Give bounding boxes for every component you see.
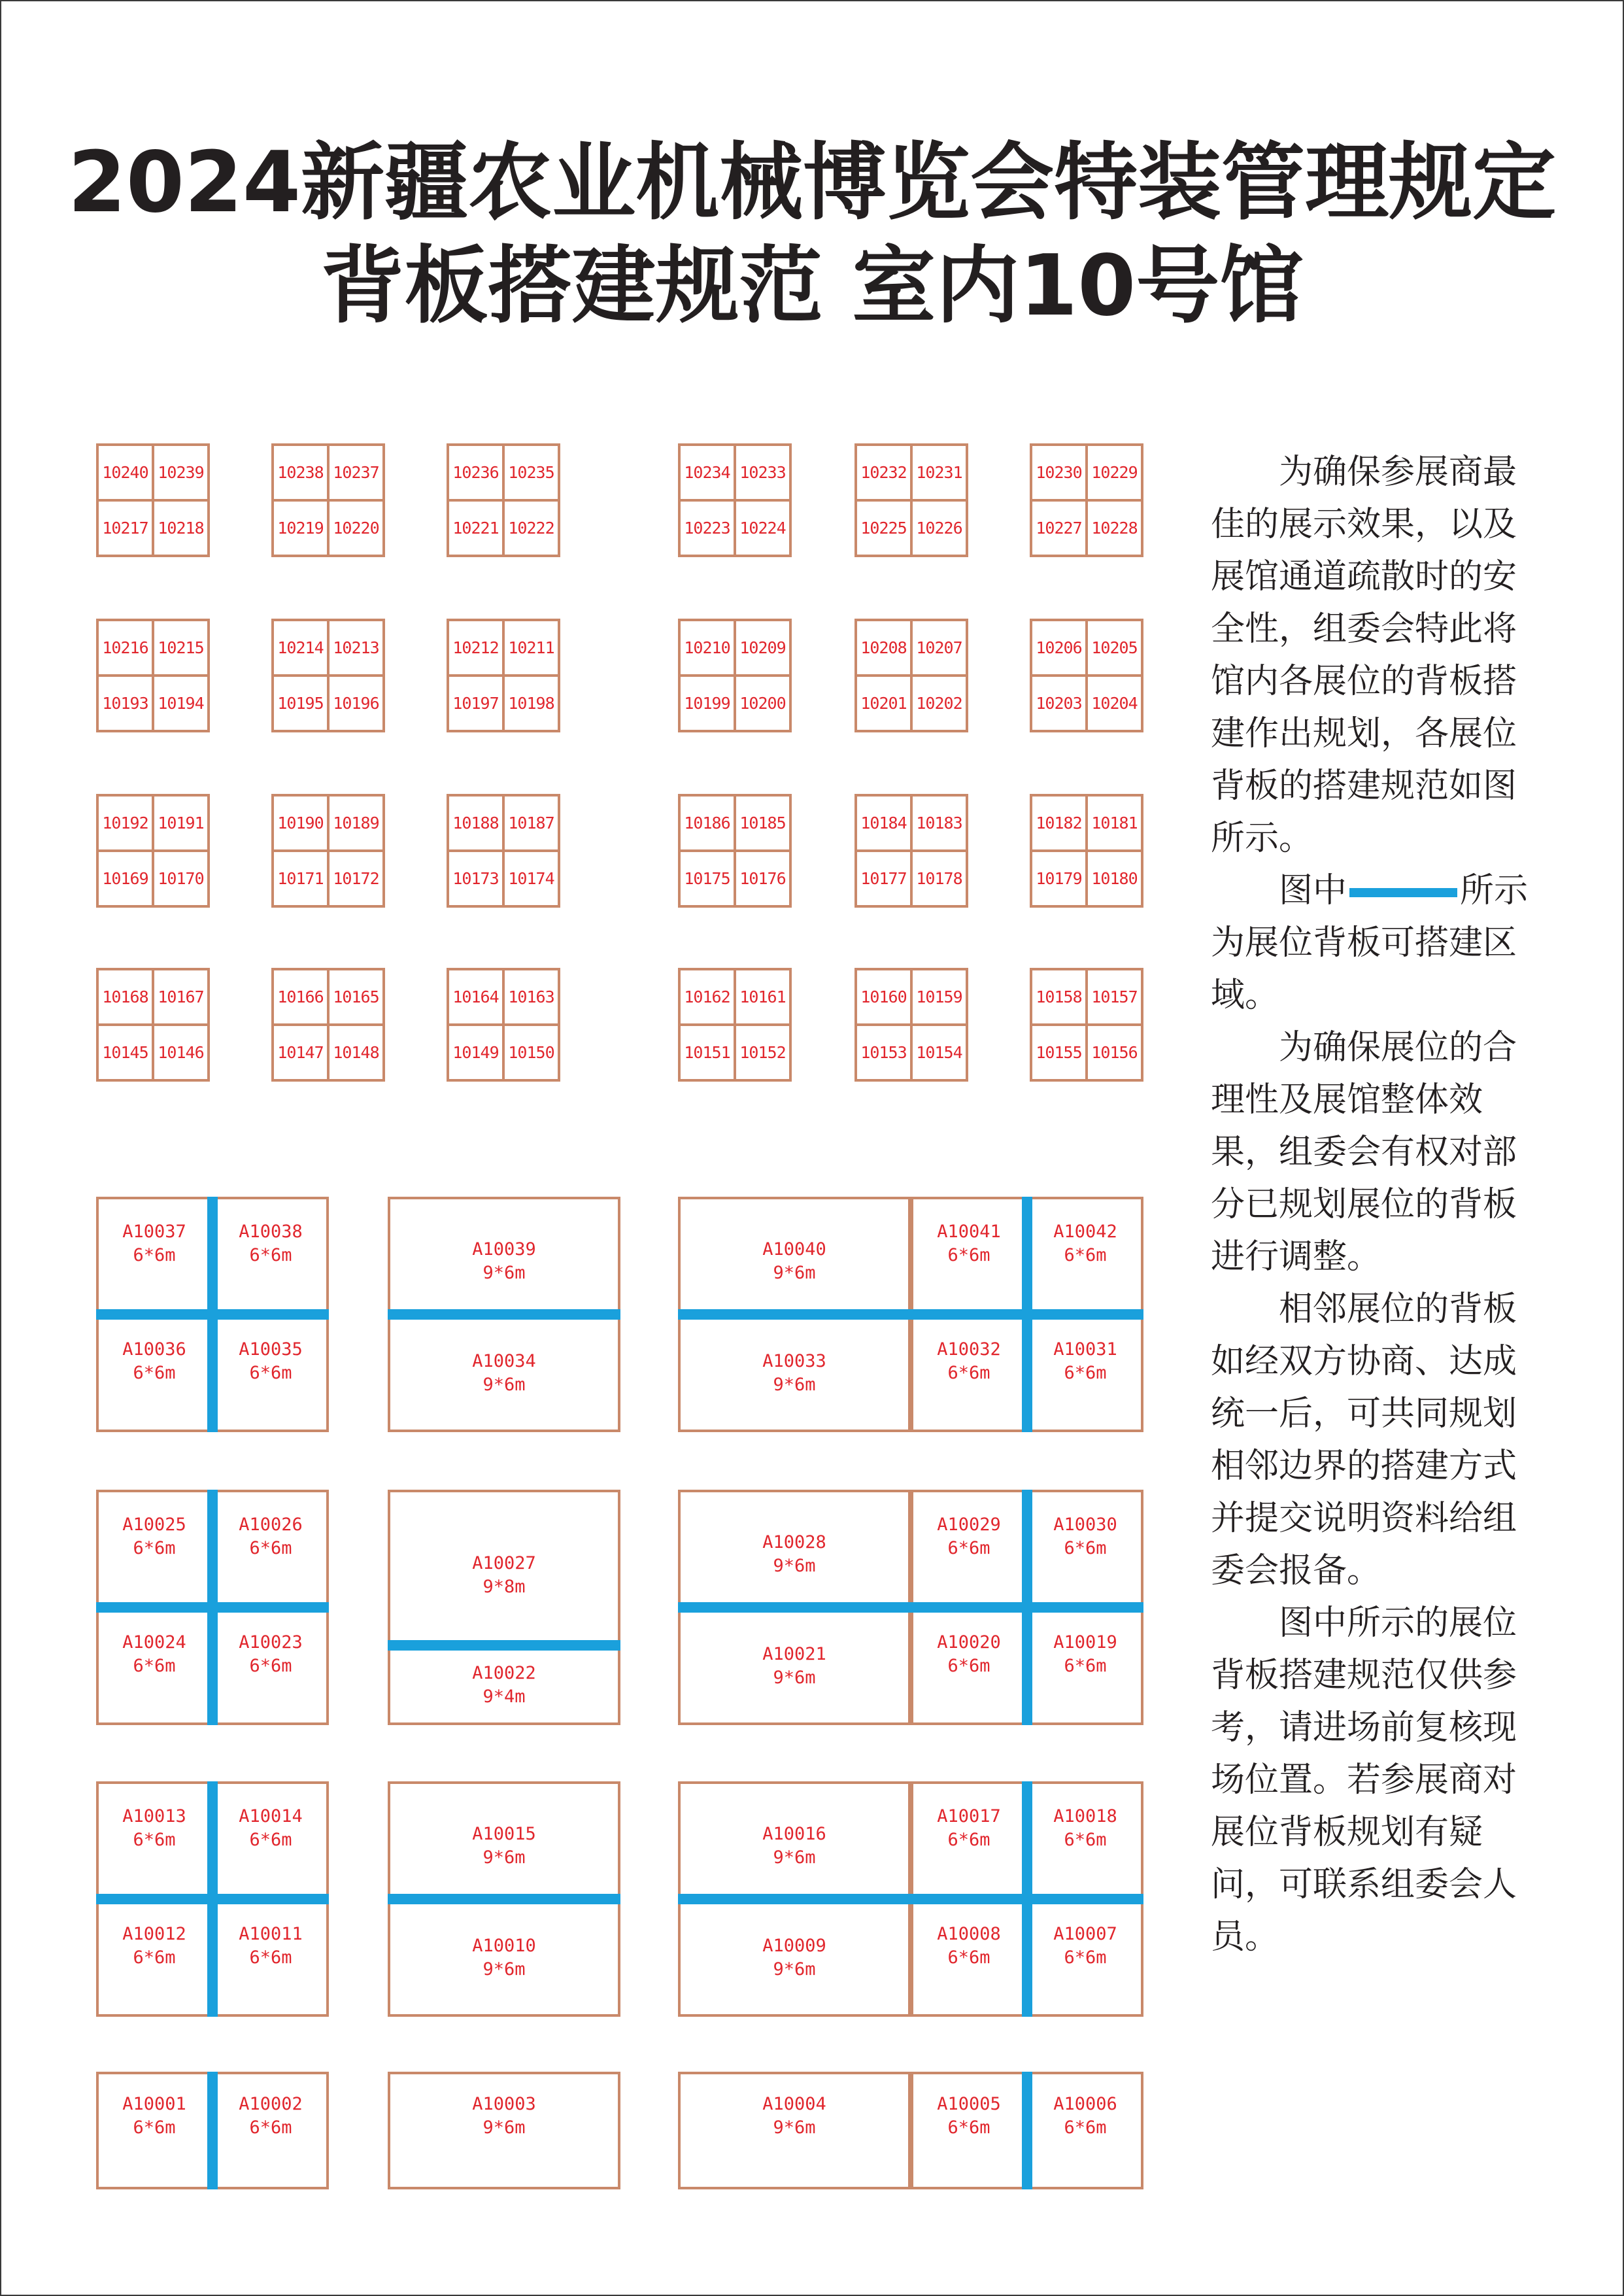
booth-label	[215, 1923, 326, 1970]
rules-paragraph-1: 为确保参展商最佳的展示效果，以及展馆通道疏散时的安全性，组委会特此将馆内各展位的背板搭建作出规划，各展位背板的搭建规范如图所示。	[1211, 453, 1517, 858]
booth-cell: 10155	[1030, 1023, 1088, 1082]
booth-cell: 10149	[447, 1023, 505, 1082]
booth-cell: 10190	[271, 794, 330, 852]
booth-size: 6*6m	[947, 1947, 990, 1968]
booth-cell: 10173	[447, 849, 505, 908]
backboard-line	[388, 1894, 620, 1904]
booth-cell: 10148	[327, 1023, 385, 1082]
booth-size: 6*6m	[133, 1830, 176, 1850]
booth-cell: 10175	[678, 849, 736, 908]
booth-cell: 10220	[327, 499, 385, 557]
booth-cell: 10204	[1085, 674, 1143, 732]
booth-cell: 10159	[910, 968, 968, 1026]
booth-cell: 10199	[678, 674, 736, 732]
booth-label	[99, 1805, 210, 1852]
booth-cell: 10209	[734, 619, 792, 677]
booth-cell: 10229	[1085, 443, 1143, 502]
booth-size: 6*6m	[133, 1947, 176, 1968]
booth-cell: 10154	[910, 1023, 968, 1082]
booth-cell: 10170	[152, 849, 210, 908]
booth-label	[739, 1823, 850, 1870]
booth-cell: 10163	[502, 968, 560, 1026]
booth-size: 6*6m	[249, 1947, 292, 1968]
booth-id: A10005	[937, 2094, 1001, 2115]
booth-size: 6*6m	[133, 2117, 176, 2138]
booth-label	[99, 2093, 210, 2140]
booth-cell: 10187	[502, 794, 560, 852]
booth-label	[913, 1220, 1024, 1267]
page-subtitle: 背板搭建规范 室内10号馆	[320, 237, 1304, 335]
booth-label	[448, 1350, 560, 1397]
booth-label	[913, 1513, 1024, 1560]
booth-cell: 10196	[327, 674, 385, 732]
booth-cell: 10216	[96, 619, 154, 677]
booth-size: 9*6m	[482, 2117, 526, 2138]
booth-id: A10030	[1053, 1515, 1117, 1535]
booth-cell: 10181	[1085, 794, 1143, 852]
booth-id: A10011	[239, 1924, 303, 1944]
booth-label	[913, 1923, 1024, 1970]
booth-cell: 10183	[910, 794, 968, 852]
booth-id: A10021	[762, 1644, 826, 1664]
booth-cell: 10193	[96, 674, 154, 732]
booth-label	[215, 1338, 326, 1385]
booth-label	[448, 1823, 560, 1870]
booth-cell: 10226	[910, 499, 968, 557]
booth-id: A10037	[122, 1222, 186, 1242]
booth-cell: 10174	[502, 849, 560, 908]
booth-cell: 10156	[1085, 1023, 1143, 1082]
booth-label	[1030, 1631, 1141, 1678]
booth-cell: 10169	[96, 849, 154, 908]
booth-id: A10009	[762, 1936, 826, 1956]
booth-id: A10001	[122, 2094, 186, 2115]
booth-label	[215, 1513, 326, 1560]
booth-label	[448, 1238, 560, 1285]
booth-cell: 10167	[152, 968, 210, 1026]
booth-cell: 10171	[271, 849, 330, 908]
booth-cell: 10158	[1030, 968, 1088, 1026]
booth-label	[1030, 1220, 1141, 1267]
booth-id: A10007	[1053, 1924, 1117, 1944]
backboard-line	[678, 1309, 911, 1320]
booth-cell: 10147	[271, 1023, 330, 1082]
booth-id: A10022	[472, 1662, 536, 1683]
booth-label	[215, 1631, 326, 1678]
booth-cell: 10201	[854, 674, 913, 732]
booth-cell: 10177	[854, 849, 913, 908]
booth-size: 6*6m	[947, 1830, 990, 1850]
booth-cell: 10228	[1085, 499, 1143, 557]
booth-size: 9*6m	[773, 1263, 816, 1283]
booth-cell: 10222	[502, 499, 560, 557]
booth-cell: 10191	[152, 794, 210, 852]
booth-cell: 10215	[152, 619, 210, 677]
booth-label	[739, 1238, 850, 1285]
booth-cell: 10213	[327, 619, 385, 677]
booth-cell: 10207	[910, 619, 968, 677]
booth-size: 6*6m	[249, 2117, 292, 2138]
booth-label	[739, 1531, 850, 1578]
booth-id: A10039	[472, 1239, 536, 1259]
booth-label	[913, 1631, 1024, 1678]
booth-cell: 10217	[96, 499, 154, 557]
booth-size: 6*6m	[249, 1245, 292, 1265]
booth-id: A10003	[472, 2094, 536, 2115]
rules-paragraph-5: 图中所示的展位背板搭建规范仅供参考，请进场前复核现场位置。若参展商对展位背板规划有疑问，可联系组委会人员。	[1211, 1603, 1517, 1957]
booth-size: 9*6m	[773, 1556, 816, 1576]
booth-cell: 10214	[271, 619, 330, 677]
booth-cell: 10165	[327, 968, 385, 1026]
booth-label	[448, 2093, 560, 2140]
booth-cell: 10182	[1030, 794, 1088, 852]
booth-id: A10020	[937, 1632, 1001, 1653]
booth-id: A10034	[472, 1351, 536, 1371]
booth-cell: 10157	[1085, 968, 1143, 1026]
booth-cell: 10145	[96, 1023, 154, 1082]
booth-cell: 10221	[447, 499, 505, 557]
booth-label	[1030, 1513, 1141, 1560]
booth-label	[1030, 1923, 1141, 1970]
booth-label	[448, 1934, 560, 1981]
booth-cell: 10189	[327, 794, 385, 852]
booth-id: A10017	[937, 1806, 1001, 1826]
booth-cell: 10233	[734, 443, 792, 502]
booth-size: 6*6m	[133, 1363, 176, 1383]
booth-id: A10028	[762, 1532, 826, 1552]
booth-cell: 10186	[678, 794, 736, 852]
booth-size: 6*6m	[1064, 1363, 1107, 1383]
booth-cell: 10212	[447, 619, 505, 677]
booth-cell: 10236	[447, 443, 505, 502]
booth-cell: 10218	[152, 499, 210, 557]
booth-cell: 10195	[271, 674, 330, 732]
booth-label	[1030, 1338, 1141, 1385]
booth-cell: 10225	[854, 499, 913, 557]
booth-cell: 10235	[502, 443, 560, 502]
booth-cell: 10230	[1030, 443, 1088, 502]
booth-cell: 10166	[271, 968, 330, 1026]
backboard-line	[388, 1309, 620, 1320]
booth-size: 6*6m	[1064, 1656, 1107, 1676]
booth-size: 6*6m	[947, 1363, 990, 1383]
booth-cell: 10151	[678, 1023, 736, 1082]
booth-cell: 10162	[678, 968, 736, 1026]
booth-label	[913, 1338, 1024, 1385]
booth-cell: 10231	[910, 443, 968, 502]
booth-cell: 10179	[1030, 849, 1088, 908]
booth-label	[99, 1513, 210, 1560]
booth-size: 6*6m	[1064, 2117, 1107, 2138]
booth-id: A10015	[472, 1824, 536, 1844]
booth-size: 6*6m	[1064, 1830, 1107, 1850]
booth-label	[99, 1923, 210, 1970]
booth-size: 9*6m	[773, 1847, 816, 1868]
booth-label	[739, 1934, 850, 1981]
booth-label	[99, 1338, 210, 1385]
booth-size: 6*6m	[133, 1245, 176, 1265]
booth-id: A10016	[762, 1824, 826, 1844]
booth-size: 9*6m	[482, 1375, 526, 1395]
booth-label	[739, 1643, 850, 1690]
booth-cell: 10238	[271, 443, 330, 502]
booth-cell: 10198	[502, 674, 560, 732]
rules-paragraph-3: 为确保展位的合理性及展馆整体效果，组委会有权对部分已规划展位的背板进行调整。	[1211, 1028, 1517, 1277]
booth-id: A10018	[1053, 1806, 1117, 1826]
booth-size: 9*6m	[482, 1959, 526, 1979]
booth-size: 9*6m	[773, 1668, 816, 1688]
booth-label	[99, 1220, 210, 1267]
booth-cell: 10219	[271, 499, 330, 557]
booth-cell: 10240	[96, 443, 154, 502]
booth-size: 9*6m	[482, 1263, 526, 1283]
booth-cell: 10239	[152, 443, 210, 502]
page-title: 2024新疆农业机械博览会特装管理规定	[67, 134, 1557, 231]
booth-size: 6*6m	[249, 1363, 292, 1383]
booth-cell: 10176	[734, 849, 792, 908]
booth-size: 9*6m	[482, 1847, 526, 1868]
booth-cell: 10211	[502, 619, 560, 677]
booth-cell: 10180	[1085, 849, 1143, 908]
booth-label	[215, 1805, 326, 1852]
booth-cell: 10161	[734, 968, 792, 1026]
backboard-line	[388, 1640, 620, 1651]
backboard-line	[678, 1602, 911, 1613]
booth-size: 9*6m	[773, 1959, 816, 1979]
booth-cell: 10194	[152, 674, 210, 732]
booth-cell: 10223	[678, 499, 736, 557]
booth-size: 6*6m	[249, 1830, 292, 1850]
booth-cell: 10168	[96, 968, 154, 1026]
booth-size: 6*6m	[133, 1656, 176, 1676]
booth-cell: 10184	[854, 794, 913, 852]
booth-id: A10014	[239, 1806, 303, 1826]
booth-id: A10025	[122, 1515, 186, 1535]
booth-size: 9*6m	[773, 1375, 816, 1395]
booth-id: A10013	[122, 1806, 186, 1826]
booth-size: 9*8m	[482, 1576, 526, 1597]
booth-cell: 10237	[327, 443, 385, 502]
booth-cell: 10205	[1085, 619, 1143, 677]
booth-cell: 10208	[854, 619, 913, 677]
booth-size: 6*6m	[947, 2117, 990, 2138]
booth-id: A10042	[1053, 1222, 1117, 1242]
booth-size: 6*6m	[1064, 1245, 1107, 1265]
booth-id: A10036	[122, 1339, 186, 1360]
booth-id: A10038	[239, 1222, 303, 1242]
booth-label	[913, 2093, 1024, 2140]
booth-label	[913, 1805, 1024, 1852]
booth-id: A10031	[1053, 1339, 1117, 1360]
rules-paragraph-2-end: 所示为展位背板可搭建区域。	[1211, 871, 1529, 1015]
backboard-line	[678, 1894, 911, 1904]
booth-cell: 10203	[1030, 674, 1088, 732]
booth-label	[448, 1662, 560, 1709]
booth-label	[215, 2093, 326, 2140]
booth-size: 6*6m	[1064, 1538, 1107, 1558]
booth-cell: 10160	[854, 968, 913, 1026]
booth-cell: 10185	[734, 794, 792, 852]
booth-size: 6*6m	[249, 1538, 292, 1558]
booth-size: 6*6m	[133, 1538, 176, 1558]
booth-cell: 10150	[502, 1023, 560, 1082]
booth-id: A10040	[762, 1239, 826, 1259]
booth-id: A10027	[472, 1552, 536, 1573]
booth-id: A10032	[937, 1339, 1001, 1360]
booth-size: 9*4m	[482, 1686, 526, 1707]
booth-size: 6*6m	[947, 1538, 990, 1558]
booth-label	[215, 1220, 326, 1267]
booth-label	[448, 1552, 560, 1599]
booth-cell: 10224	[734, 499, 792, 557]
booth-id: A10035	[239, 1339, 303, 1360]
booth-cell: 10210	[678, 619, 736, 677]
booth-id: A10023	[239, 1632, 303, 1653]
booth-id: A10024	[122, 1632, 186, 1653]
booth-label	[739, 2093, 850, 2140]
booth-cell: 10197	[447, 674, 505, 732]
booth-cell: 10178	[910, 849, 968, 908]
backboard-legend-swatch	[1349, 888, 1457, 897]
rules-paragraph-4: 相邻展位的背板如经双方协商、达成统一后，可共同规划相邻边界的搭建方式并提交说明资料给组委会报备。	[1211, 1290, 1517, 1590]
booth-cell: 10200	[734, 674, 792, 732]
booth-id: A10026	[239, 1515, 303, 1535]
rules-paragraph-2	[1211, 865, 1531, 1021]
booth-id: A10041	[937, 1222, 1001, 1242]
booth-id: A10033	[762, 1351, 826, 1371]
booth-id: A10029	[937, 1515, 1001, 1535]
booth-cell: 10232	[854, 443, 913, 502]
booth-cell: 10172	[327, 849, 385, 908]
booth-id: A10004	[762, 2094, 826, 2115]
booth-cell: 10192	[96, 794, 154, 852]
booth-size: 6*6m	[1064, 1947, 1107, 1968]
booth-cell: 10206	[1030, 619, 1088, 677]
rules-text	[1211, 446, 1531, 1963]
booth-size: 6*6m	[947, 1245, 990, 1265]
booth-cell: 10234	[678, 443, 736, 502]
booth-size: 9*6m	[773, 2117, 816, 2138]
booth-cell: 10188	[447, 794, 505, 852]
booth-id: A10002	[239, 2094, 303, 2115]
booth-size: 6*6m	[947, 1656, 990, 1676]
booth-id: A10019	[1053, 1632, 1117, 1653]
booth-cell: 10227	[1030, 499, 1088, 557]
booth-label	[1030, 2093, 1141, 2140]
booth-id: A10012	[122, 1924, 186, 1944]
booth-cell: 10202	[910, 674, 968, 732]
rules-paragraph-2-start: 图中	[1279, 871, 1347, 910]
booth-cell: 10146	[152, 1023, 210, 1082]
booth-label	[1030, 1805, 1141, 1852]
booth-size: 6*6m	[249, 1656, 292, 1676]
booth-cell: 10152	[734, 1023, 792, 1082]
booth-id: A10008	[937, 1924, 1001, 1944]
booth-cell: 10164	[447, 968, 505, 1026]
booth-label	[739, 1350, 850, 1397]
booth-cell: 10153	[854, 1023, 913, 1082]
booth-id: A10006	[1053, 2094, 1117, 2115]
booth-id: A10010	[472, 1936, 536, 1956]
booth-label	[99, 1631, 210, 1678]
